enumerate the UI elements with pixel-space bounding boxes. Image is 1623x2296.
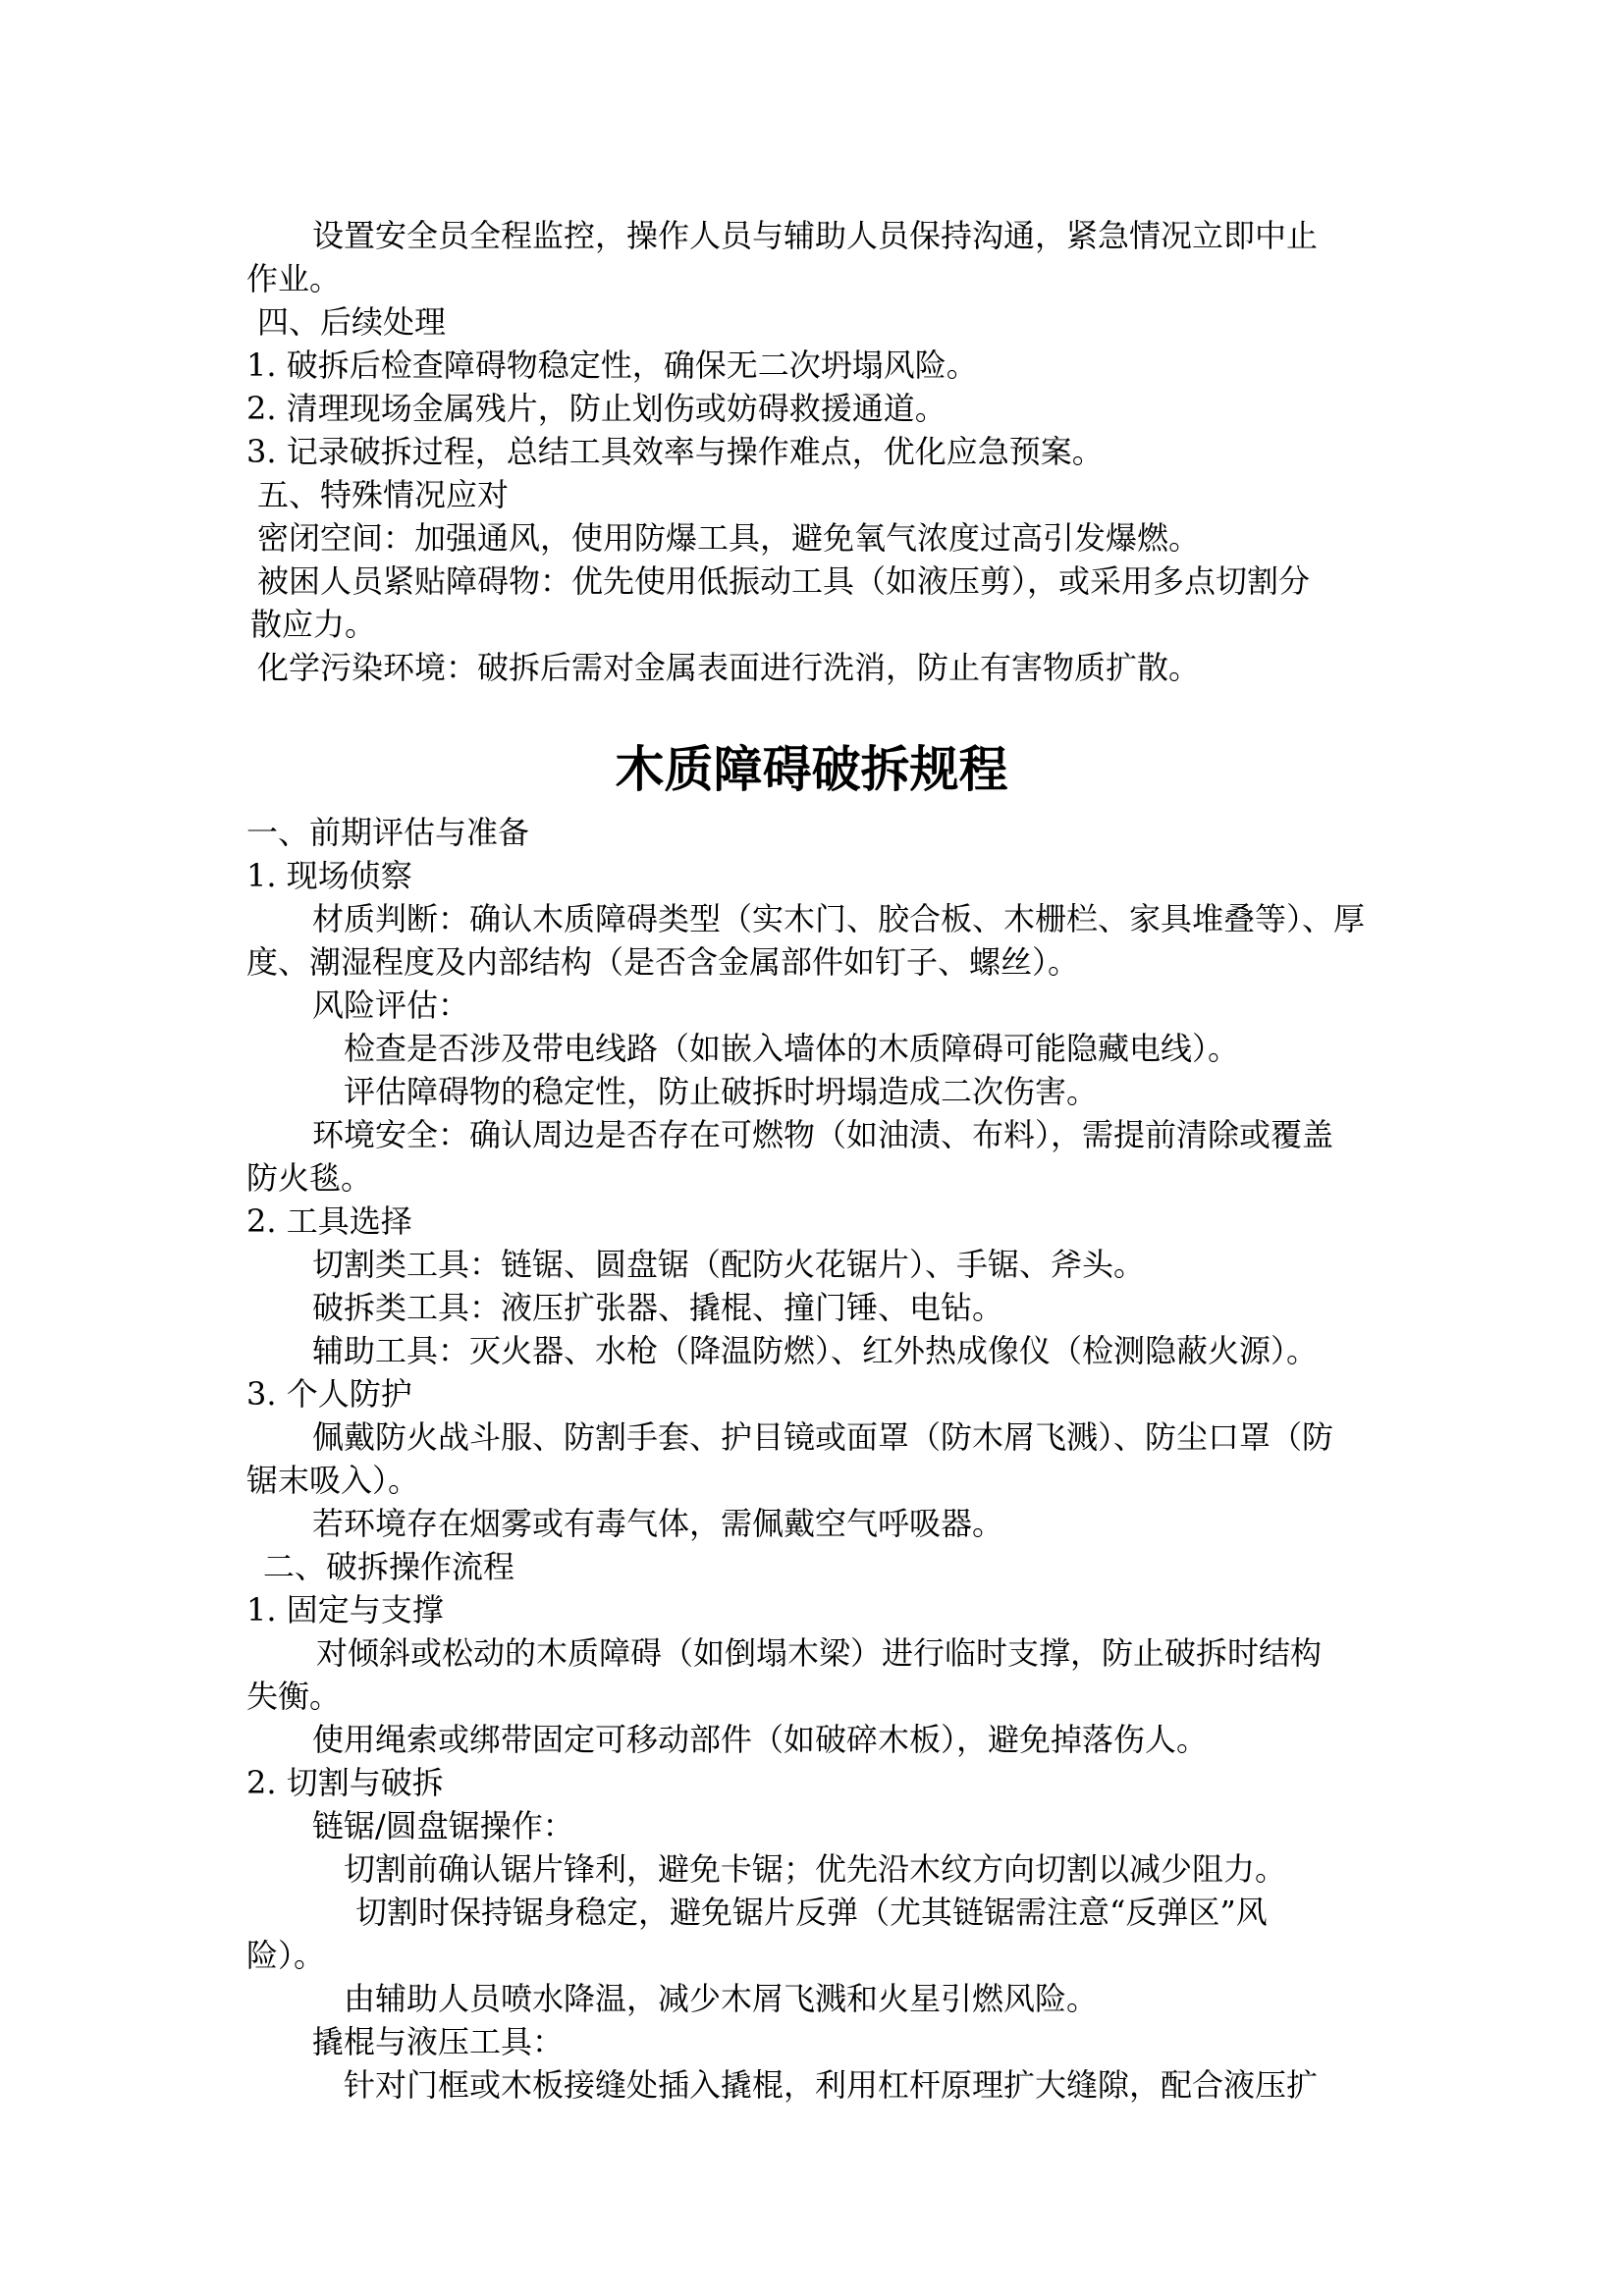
paragraph-line: 佩戴防火战斗服、防割手套、护目镜或面罩（防木屑飞溅）、防尘口罩（防 bbox=[312, 1418, 1334, 1456]
list-item: 3. 记录破拆过程，总结工具效率与操作难点，优化应急预案。 bbox=[246, 433, 1104, 470]
subsection-heading: 3. 个人防护 bbox=[246, 1375, 412, 1413]
paragraph-line: 对倾斜或松动的木质障碍（如倒塌木梁）进行临时支撑，防止破拆时结构 bbox=[316, 1634, 1323, 1672]
paragraph-line: 险）。 bbox=[246, 1937, 326, 1974]
paragraph-line: 破拆类工具：液压扩张器、撬棍、撞门锤、电钻。 bbox=[312, 1289, 1004, 1326]
label-line: 风险评估： bbox=[312, 987, 470, 1024]
list-item: 2. 清理现场金属残片，防止划伤或妨碍救援通道。 bbox=[246, 390, 947, 427]
paragraph-line: 切割类工具：链锯、圆盘锯（配防火花锯片）、手锯、斧头。 bbox=[312, 1246, 1146, 1283]
paragraph-line: 切割时保持锯身稳定，避免锯片反弹（尤其链锯需注意“反弹区”风 bbox=[355, 1894, 1268, 1931]
paragraph-line: 防火毯。 bbox=[246, 1159, 373, 1197]
paragraph-line: 密闭空间：加强通风，使用防爆工具，避免氧气浓度过高引发爆燃。 bbox=[257, 519, 1201, 557]
section-heading: 一、前期评估与准备 bbox=[246, 814, 530, 851]
section-heading: 五、特殊情况应对 bbox=[257, 476, 510, 513]
document-title: 木质障碍破拆规程 bbox=[615, 741, 1008, 798]
paragraph-line: 若环境存在烟雾或有毒气体，需佩戴空气呼吸器。 bbox=[312, 1505, 1004, 1542]
paragraph-line: 锯末吸入）。 bbox=[246, 1462, 420, 1499]
paragraph-line: 度、潮湿程度及内部结构（是否含金属部件如钉子、螺丝）。 bbox=[246, 943, 1080, 981]
paragraph-line: 散应力。 bbox=[250, 606, 377, 643]
paragraph-line: 材质判断：确认木质障碍类型（实木门、胶合板、木栅栏、家具堆叠等）、厚 bbox=[312, 900, 1366, 937]
paragraph-line: 失衡。 bbox=[246, 1678, 342, 1715]
paragraph-line: 由辅助人员喷水降温，减少木屑飞溅和火星引燃风险。 bbox=[344, 1980, 1099, 2017]
paragraph-line: 设置安全员全程监控，操作人员与辅助人员保持沟通，紧急情况立即中止 bbox=[312, 217, 1319, 254]
paragraph-line: 化学污染环境：破拆后需对金属表面进行洗消，防止有害物质扩散。 bbox=[257, 649, 1201, 686]
label-line: 链锯/圆盘锯操作： bbox=[312, 1807, 574, 1844]
section-heading: 二、破拆操作流程 bbox=[263, 1548, 515, 1585]
list-item: 1. 破拆后检查障碍物稳定性，确保无二次坍塌风险。 bbox=[246, 347, 978, 384]
paragraph-line: 作业。 bbox=[246, 260, 342, 297]
paragraph-line: 针对门框或木板接缝处插入撬棍，利用杠杆原理扩大缝隙，配合液压扩 bbox=[344, 2066, 1319, 2104]
subsection-heading: 2. 工具选择 bbox=[246, 1202, 412, 1240]
paragraph-line: 使用绳索或绑带固定可移动部件（如破碎木板），避免掉落伤人。 bbox=[312, 1721, 1209, 1758]
paragraph-line: 辅助工具：灭火器、水枪（降温防燃）、红外热成像仪（检测隐蔽火源）。 bbox=[312, 1332, 1319, 1369]
paragraph-line: 被困人员紧贴障碍物：优先使用低振动工具（如液压剪），或采用多点切割分 bbox=[257, 562, 1311, 600]
paragraph-line: 环境安全：确认周边是否存在可燃物（如油渍、布料），需提前清除或覆盖 bbox=[312, 1116, 1334, 1153]
section-heading: 四、后续处理 bbox=[257, 303, 447, 341]
paragraph-line: 检查是否涉及带电线路（如嵌入墙体的木质障碍可能隐藏电线）。 bbox=[344, 1030, 1240, 1067]
subsection-heading: 1. 现场侦察 bbox=[246, 857, 412, 894]
subsection-heading: 2. 切割与破拆 bbox=[246, 1764, 444, 1801]
subsection-heading: 1. 固定与支撑 bbox=[246, 1591, 444, 1629]
paragraph-line: 切割前确认锯片锋利，避免卡锯；优先沿木纹方向切割以减少阻力。 bbox=[344, 1850, 1287, 1888]
paragraph-line: 评估障碍物的稳定性，防止破拆时坍塌造成二次伤害。 bbox=[344, 1073, 1099, 1110]
label-line: 撬棍与液压工具： bbox=[312, 2023, 565, 2060]
